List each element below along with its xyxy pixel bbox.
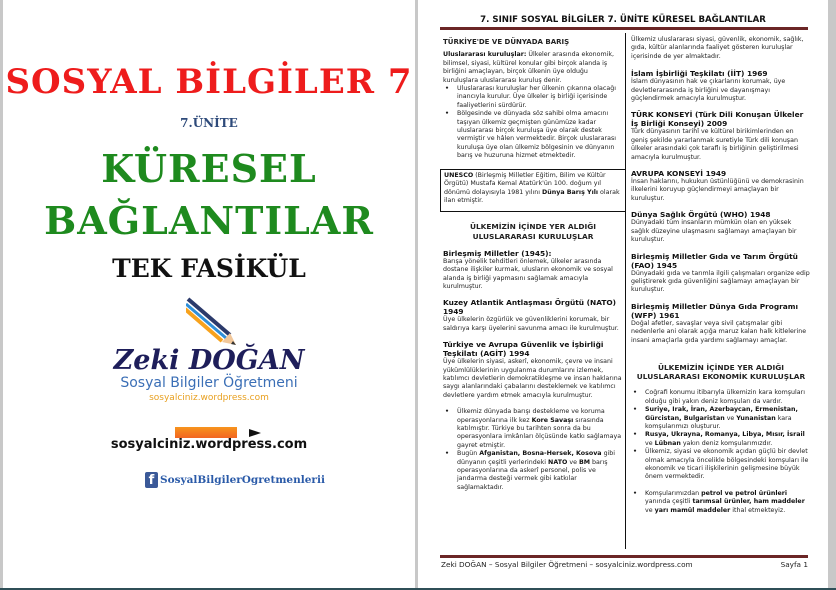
org-title: Kuzey Atlantik Antlaşması Örgütü (NATO) 1949 [443,298,617,317]
cover-title: SOSYAL BİLGİLER 7 [5,62,413,102]
intro-paragraph: Uluslararası kuruluşlar: Ülkeler arasında ekonomik, bilimsel, siyasi, kültürel konular gibi birçok alanda iş birliğini amaçlayan, birçok ülkenin üye olduğu kuruluşlara uluslararası kuruluş denir. [443,51,614,84]
viewer-scroll-gutter [828,0,836,588]
intro-bullets [443,85,623,161]
header-rule [440,27,808,30]
org-text: İnsan haklarını, hukukun üstünlüğünü ve demokrasinin ilkelerini koruyup güçlendirmeyi amaçlayan bir kuruluştur. [631,178,804,202]
peace-bullets [443,408,623,492]
footer-author: Zeki DOĞAN – Sosyal Bilgiler Öğretmeni – sosyalciniz.wordpress.com [441,560,693,569]
org-text: Üye ülkelerin özgürlük ve güvenliklerini korumak, bir saldırıya karşı üyelerini savunma amacı ile kurulmuştur. [443,316,619,332]
cover-subject-line2: BAĞLANTILAR [44,198,374,243]
org-title: AVRUPA KONSEYİ 1949 [631,169,727,179]
org-text: Doğal afetler, savaşlar veya sivil çatışmalar gibi nedenlerle ani olarak açığa maruz kalan halk kitlelerine insani amaçlarla gıda yardımı sağlamayı amaçlar. [631,319,807,344]
org-title: Birleşmiş Milletler Gıda ve Tarım Örgütü (FAO) 1945 [631,251,798,270]
content-page [418,0,828,588]
facebook-link[interactable] [145,472,325,488]
org-title: İslam İşbirliği Teşkilatı (İİT) 1969 [631,69,768,79]
econ-bullets [631,389,811,515]
org-text: Türk dünyasının tarihî ve kültürel birikimlerinden en geniş şekilde yararlanmak suretiyle Türk dili konuşan ülkeler arasındaki çok taraflı iş birliğinin geliştirilmesi amacıyla kurulmuştur. [631,128,799,161]
org-text: Üye ülkelerin siyasi, askerî, ekonomik, çevre ve insani yükümlülüklerinin uygulanma durumlarını izlemek, katılımcı devletlerin demokratikleşme ve insan haklarına saygı alanlarındaki çabalarını desteklemek ve katılımcı devletlere yardım etmek amacıyla kurulmuştur. [443,358,622,399]
org-title: Türkiye ve Avrupa Güvenlik ve İşbirliği Teşkilatı (AGİT) 1994 [443,340,604,359]
org-text: İslam dünyasının hak ve çıkarlarını korumak, üye devletlerarasında iş birliğini ve dayanışmayı güçlendirmek amacıyla kurulmuştur. [631,78,786,103]
list-item: • Bölgesinde ve dünyada söz sahibi olma amacını taşıyan ülkemiz geçmişten günümüze kadar uluslararası birçok kuruluşa üye olarak destek vermiştir ve hâlen vermektedir. Birçok uluslararası kuruluşa üye olan ülkemiz bölgesinin ve dünyanın barış ve huzuruna hizmet etmektedir. [457,110,623,160]
org-text: Dünyadaki tüm insanların mümkün olan en yüksek sağlık düzeyine ulaşmasını sağlamayı amaçlayan bir kuruluştur. [631,219,797,244]
list-item: • Coğrafi konumu itibarıyla ülkemizin kara komşuları olduğu gibi yakın deniz komşuları da vardır. [645,389,811,406]
org-title: Dünya Sağlık Örgütü (WHO) 1948 [631,210,771,220]
list-item: • Uluslararası kuruluşlar her ülkenin çıkarına olacağı inancıyla kurulur. Üye ülkeler iş birliği içerisinde faaliyetlerini sürdürür. [457,85,623,110]
econ-heading: ÜLKEMİZİN İÇİNDE YER ALDIĞI ULUSLARARASI EKONOMİK KURULUŞLAR [636,362,806,382]
facebook-icon: f [145,472,158,488]
list-item: • Ülkemiz dünyada barışı destekleme ve koruma operasyonlarına ilk kez Kore Savaşı sırasında katılmıştır. Türkiye bu tarihten sonra da bu operasyonlara imkânları ölçüsünde katkı sağlamaya gayret etmiştir. [457,408,623,450]
footer-rule [440,555,808,558]
list-item: • Rusya, Ukrayna, Romanya, Libya, Mısır, İsrail ve Lübnan yakın deniz komşularımızdır. [645,431,811,448]
cover-subject-line1: KÜRESEL [101,146,317,191]
left-column [443,36,623,492]
author-url: sosyalciniz.wordpress.com [149,393,269,403]
list-item: • Ülkemiz, siyasi ve ekonomik açıdan güçlü bir devlet olmak amacıyla öncelikle bölgesindeki komşuları ile ekonomik ve ticari ilişkilerinin gelişmesine büyük önem vermektedir. [645,448,811,482]
org-title: Birleşmiş Milletler Dünya Gıda Programı (WFP) 1961 [631,301,799,320]
list-item: • Komşularımızdan petrol ve petrol ürünleri yanında çeşitli tarımsal ürünler, ham maddeler ve yarı mamül maddeler ithal etmekteyiz. [645,490,811,515]
website-link[interactable]: sosyalciniz.wordpress.com [110,437,308,452]
cover-page [3,0,415,588]
section-title: TÜRKİYE'DE VE DÜNYADA BARIŞ [443,38,570,46]
author-name: Zeki DOĞAN [113,345,305,376]
org-title: Birleşmiş Milletler (1945): [443,248,552,258]
column-divider [625,33,626,549]
cover-edition: TEK FASİKÜL [112,254,306,283]
right-column [631,36,811,515]
author-role: Sosyal Bilgiler Öğretmeni [120,375,298,391]
intro-paragraph: Ülkemiz uluslararası siyasi, güvenlik, ekonomik, sağlık, gıda, kültür alanlarında faaliyet gösteren kuruluşlar içerisinde de yer almaktadır. [631,36,804,60]
pencil-logo-icon [186,297,246,345]
list-item: • Bugün Afganistan, Bosna-Hersek, Kosova gibi dünyanın çeşitli yerlerindeki NATO ve BM barış operasyonlarına da askerî personel, polis ve jandarma desteği vermek gibi katkılar sağlamaktadır. [457,450,623,492]
list-item: • Suriye, Irak, İran, Azerbaycan, Ermenistan, Gürcistan, Bulgaristan ve Yunanistan kara komşularımızı oluşturur. [645,406,811,431]
org-heading: ÜLKEMİZİN İÇİNDE YER ALDIĞI ULUSLARARASI KURULUŞLAR [469,222,597,241]
cover-unit: 7.ÜNİTE [180,116,238,130]
facebook-page-name: SosyalBilgilerOgretmenlerii [160,474,325,486]
unesco-box: UNESCO (Birleşmiş Milletler Eğitim, Bilim ve Kültür Örgütü) Mustafa Kemal Atatürk'ün 100. doğum yıl dönümü dolayısıyla 1981 yılını Dünya Barış Yılı olarak ilan etmiştir. [440,169,626,213]
org-text: Dünyadaki gıda ve tarımla ilgili çalışmaları organize edip geliştirerek gıda güvenliğini sağlamayı amaçlayan bir kuruluştur. [631,269,810,294]
page-header: 7. SINIF SOSYAL BİLGİLER 7. ÜNİTE KÜRESEL BAĞLANTILAR [480,15,766,25]
arrow-icon [249,429,261,437]
page-number: Sayfa 1 [780,560,808,569]
org-text: Barışa yönelik tehditleri önlemek, ülkeler arasında dostane ilişkiler kurmak, ulusların ekonomik ve sosyal alanda iş birliği yapmasını sağlamak amacıyla kurulmuştur. [443,257,613,290]
org-title: TÜRK KONSEYİ (Türk Dili Konuşan Ülkeler İş Birliği Konseyi) 2009 [631,110,804,129]
